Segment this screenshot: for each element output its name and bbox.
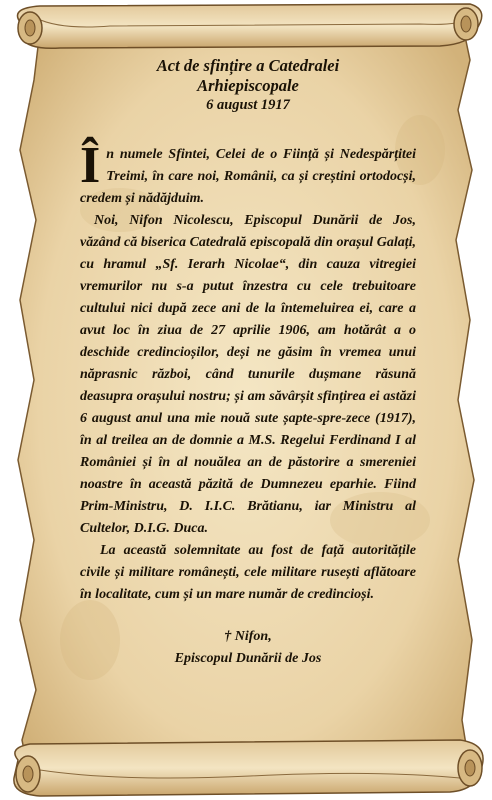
document-body [80,137,416,606]
drop-cap: Î [80,137,101,194]
document-title-line2: Arhiepiscopale [197,76,299,95]
document-title-line1: Act de sfințire a Catedralei [156,56,340,75]
signature-block [80,626,416,670]
paragraph-declaration: Noi, Nifon Nicolescu, Episcopul Dunării de Jos, văzând că biserica Catedrală episcopală din orașul Galați, cu hramul „Sf. Ierarh Nicolae“, din cauza vitregiei vremurilor nu s-a putut înzestra cu cele trebuitoare cultului nici după zece ani de la întemeluirea ei, care a avut loc în ziua de 27 aprilie 1906, am hotărât a o deschide credincioșilor, deși ne găsim în vremea unui năprasnic război, când tunurile dușmane răsună deasupra orașului nostru; și am săvârșit sfințirea ei astăzi 6 august anul una mie nouă sute șapte-spre-zece (1917), în al treilea an de domnie a M.S. Regelui Ferdinand I al României și în al nouălea an de păstorire a smereniei noastre în această păzită de Dumnezeu eparhie. Fiind Prim-Ministru, D. I.I.C. Brătianu, iar Ministru al Cultelor, D.I.G. Duca. [80,213,416,536]
signature-name: † Nifon, [224,629,272,644]
bottom-roll [14,740,483,796]
document-text [80,56,416,670]
paragraph-invocation-text: n numele Sfintei, Celei de o Ființă și Nedespărțitei Treimi, în care noi, Românii, ca și creștini ortodocși, credem și nădăjduim. [80,147,416,206]
top-roll [18,4,482,48]
document-date: 6 august 1917 [206,97,290,113]
paragraph-attendance: La această solemnitate au fost de față autoritățile civile și militare românești, cele militare rusești aflătoare în localitate, cum și un mare număr de credincioși. [80,543,416,602]
paragraph-invocation [80,137,416,210]
signature-title: Episcopul Dunării de Jos [174,651,322,666]
